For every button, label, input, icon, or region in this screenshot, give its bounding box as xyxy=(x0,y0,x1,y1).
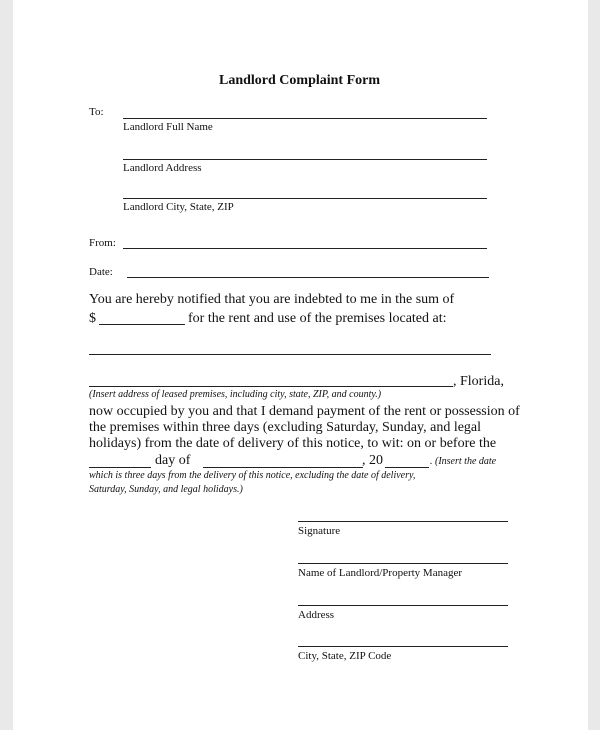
address-sig-line[interactable] xyxy=(298,605,508,606)
notice-line-1: You are hereby notified that you are indebted to me in the sum of xyxy=(89,292,455,307)
signature-label: Signature xyxy=(298,525,341,537)
document-page xyxy=(13,0,588,730)
dollar-sign: $ xyxy=(89,311,96,326)
manager-name-label: Name of Landlord/Property Manager xyxy=(298,567,463,579)
manager-name-line[interactable] xyxy=(298,563,508,564)
landlord-city-line[interactable] xyxy=(123,198,487,199)
amount-line[interactable] xyxy=(99,324,185,325)
insert-date-hint-2: which is three days from the delivery of this notice, excluding the date of delivery, xyxy=(89,470,416,481)
day-of-text: day of xyxy=(155,453,191,468)
insert-address-hint: (Insert address of leased premises, including city, state, ZIP, and county.) xyxy=(89,389,382,400)
notice-line-2: for the rent and use of the premises located at: xyxy=(188,311,447,326)
address-sig-label: Address xyxy=(298,609,335,621)
month-line[interactable] xyxy=(203,467,363,468)
day-line[interactable] xyxy=(89,467,151,468)
date-line[interactable] xyxy=(127,277,489,278)
body-line-2: the premises within three days (excluding Saturday, Sunday, and legal xyxy=(89,420,482,435)
city-state-zip-label: City, State, ZIP Code xyxy=(298,650,392,662)
date-label: Date: xyxy=(89,266,113,278)
signature-line[interactable] xyxy=(298,521,508,522)
comma-20-text: , 20 xyxy=(362,453,383,468)
from-label: From: xyxy=(89,237,116,249)
city-sig-line[interactable] xyxy=(298,646,508,647)
insert-date-hint-1: . (Insert the date xyxy=(430,456,497,467)
to-line[interactable] xyxy=(123,118,487,119)
address-line[interactable] xyxy=(89,386,453,387)
year-line[interactable] xyxy=(385,467,429,468)
landlord-full-name-label: Landlord Full Name xyxy=(123,121,213,133)
premises-line[interactable] xyxy=(89,354,491,355)
body-line-3: holidays) from the date of delivery of this notice, to wit: on or before the xyxy=(89,436,497,451)
landlord-address-label: Landlord Address xyxy=(123,162,202,174)
landlord-city-state-zip-label: Landlord City, State, ZIP xyxy=(123,201,234,213)
to-label: To: xyxy=(89,106,104,118)
from-line[interactable] xyxy=(123,248,487,249)
form-title: Landlord Complaint Form xyxy=(219,73,381,88)
landlord-address-line[interactable] xyxy=(123,159,487,160)
florida-text: , Florida, xyxy=(453,374,504,389)
insert-date-hint-3: Saturday, Sunday, and legal holidays.) xyxy=(89,484,243,495)
body-line-1: now occupied by you and that I demand payment of the rent or possession of xyxy=(89,404,520,419)
